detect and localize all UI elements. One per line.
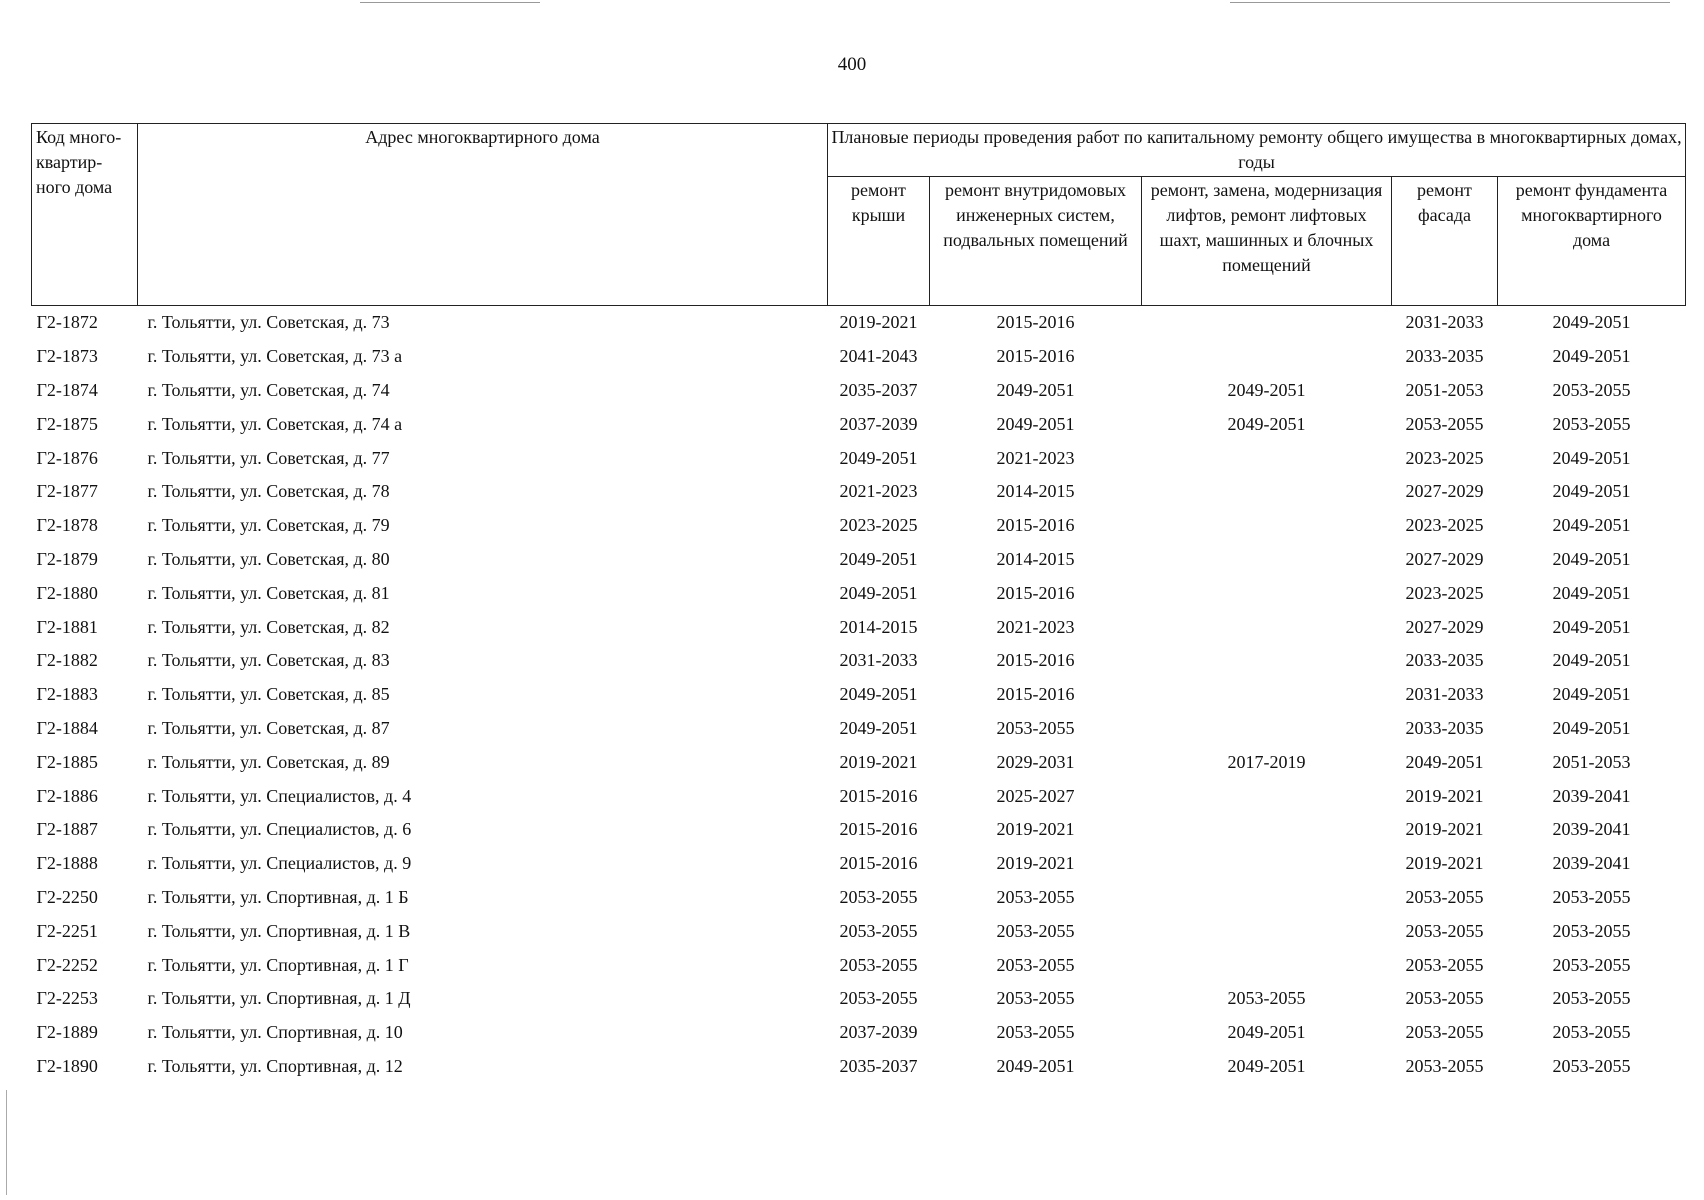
cell-address: г. Тольятти, ул. Советская, д. 79 [147,515,390,536]
cell-code: Г2-2251 [36,920,98,941]
cell-address: г. Тольятти, ул. Советская, д. 89 [147,751,390,772]
cell-roof: 2053-2055 [839,988,918,1009]
cell-engineering: 2019-2021 [996,819,1075,840]
cell-facade: 2027-2029 [1405,616,1484,637]
cell-facade: 2019-2021 [1405,785,1484,806]
cell-code: Г2-2253 [36,988,98,1009]
cell-engineering: 2053-2055 [996,717,1075,738]
table-row [32,644,1686,678]
header-elevators: ремонт, замена, модернизация лифтов, ремонт лифтовых шахт, машинных и блочных помещений [1142,177,1392,306]
cell-foundation: 2049-2051 [1552,717,1631,738]
cell-engineering: 2015-2016 [996,312,1075,333]
table-row [32,1016,1686,1050]
cell-elevators [1142,509,1392,543]
cell-elevators [1142,712,1392,746]
cell-roof: 2015-2016 [839,785,918,806]
cell-address: г. Тольятти, ул. Специалистов, д. 9 [147,853,412,874]
cell-roof: 2014-2015 [839,616,918,637]
cell-foundation: 2049-2051 [1552,684,1631,705]
cell-roof: 2049-2051 [839,447,918,468]
cell-engineering: 2053-2055 [996,886,1075,907]
cell-roof: 2019-2021 [839,312,918,333]
table-row [32,441,1686,475]
cell-roof: 2035-2037 [839,1055,918,1076]
header-address: Адрес многоквартирного дома [138,124,828,306]
cell-elevators [1142,576,1392,610]
cell-elevators [1142,475,1392,509]
cell-address: г. Тольятти, ул. Советская, д. 82 [147,616,390,637]
cell-facade: 2019-2021 [1405,819,1484,840]
cell-facade: 2033-2035 [1405,650,1484,671]
table-row [32,982,1686,1016]
cell-engineering: 2049-2051 [996,413,1075,434]
cell-foundation: 2053-2055 [1552,988,1631,1009]
table-row [32,610,1686,644]
cell-code: Г2-1887 [36,819,98,840]
cell-code: Г2-1884 [36,717,98,738]
cell-address: г. Тольятти, ул. Советская, д. 74 а [147,413,403,434]
cell-roof: 2049-2051 [839,548,918,569]
cell-facade: 2031-2033 [1405,312,1484,333]
cell-engineering: 2053-2055 [996,1022,1075,1043]
cell-facade: 2051-2053 [1405,379,1484,400]
cell-elevators [1142,678,1392,712]
cell-elevators [1142,340,1392,374]
cell-engineering: 2021-2023 [996,616,1075,637]
cell-roof: 2053-2055 [839,886,918,907]
cell-engineering: 2021-2023 [996,447,1075,468]
cell-engineering: 2015-2016 [996,684,1075,705]
cell-code: Г2-1881 [36,616,98,637]
scan-artifact [1230,2,1670,3]
page-number: 400 [837,54,867,75]
cell-address: г. Тольятти, ул. Советская, д. 74 [147,379,390,400]
cell-address: г. Тольятти, ул. Спортивная, д. 1 Д [147,988,411,1009]
cell-facade: 2053-2055 [1405,920,1484,941]
cell-foundation: 2049-2051 [1552,481,1631,502]
scan-artifact [6,1090,7,1195]
cell-code: Г2-1879 [36,548,98,569]
cell-foundation: 2053-2055 [1552,1022,1631,1043]
table-row [32,374,1686,408]
cell-roof: 2041-2043 [839,346,918,367]
cell-code: Г2-1882 [36,650,98,671]
table-row [32,475,1686,509]
table-row [32,847,1686,881]
cell-elevators [1142,847,1392,881]
cell-engineering: 2053-2055 [996,920,1075,941]
cell-elevators [1142,610,1392,644]
table-row [32,340,1686,374]
cell-foundation: 2039-2041 [1552,819,1631,840]
cell-engineering: 2053-2055 [996,954,1075,975]
table-row [32,948,1686,982]
cell-engineering: 2014-2015 [996,481,1075,502]
cell-facade: 2053-2055 [1405,1055,1484,1076]
cell-code: Г2-1889 [36,1022,98,1043]
cell-code: Г2-1880 [36,582,98,603]
table-row [32,576,1686,610]
cell-elevators: 2049-2051 [1227,1022,1306,1043]
cell-address: г. Тольятти, ул. Специалистов, д. 4 [147,785,412,806]
cell-foundation: 2053-2055 [1552,1055,1631,1076]
header-engineering: ремонт внутридомовых инженерных систем, подвальных помещений [930,177,1142,306]
cell-facade: 2027-2029 [1405,548,1484,569]
cell-address: г. Тольятти, ул. Советская, д. 80 [147,548,390,569]
cell-foundation: 2053-2055 [1552,954,1631,975]
cell-code: Г2-1886 [36,785,98,806]
cell-roof: 2053-2055 [839,920,918,941]
cell-roof: 2053-2055 [839,954,918,975]
cell-address: г. Тольятти, ул. Спортивная, д. 1 В [147,920,411,941]
cell-roof: 2037-2039 [839,1022,918,1043]
cell-foundation: 2049-2051 [1552,650,1631,671]
cell-facade: 2053-2055 [1405,988,1484,1009]
cell-roof: 2035-2037 [839,379,918,400]
cell-address: г. Тольятти, ул. Спортивная, д. 1 Б [147,886,409,907]
cell-elevators: 2017-2019 [1227,751,1306,772]
table-row [32,779,1686,813]
table-row [32,407,1686,441]
cell-facade: 2027-2029 [1405,481,1484,502]
cell-engineering: 2015-2016 [996,650,1075,671]
cell-address: г. Тольятти, ул. Спортивная, д. 12 [147,1055,403,1076]
cell-elevators [1142,779,1392,813]
cell-facade: 2031-2033 [1405,684,1484,705]
header-facade: ремонт фасада [1392,177,1498,306]
cell-code: Г2-1872 [36,312,98,333]
cell-roof: 2023-2025 [839,515,918,536]
cell-code: Г2-2252 [36,954,98,975]
cell-address: г. Тольятти, ул. Советская, д. 77 [147,447,390,468]
cell-roof: 2015-2016 [839,853,918,874]
table-body [32,306,1686,1084]
cell-elevators [1142,813,1392,847]
cell-facade: 2033-2035 [1405,346,1484,367]
cell-code: Г2-1888 [36,853,98,874]
table-row [32,813,1686,847]
cell-engineering: 2015-2016 [996,346,1075,367]
cell-engineering: 2015-2016 [996,582,1075,603]
cell-roof: 2049-2051 [839,582,918,603]
table-row [32,712,1686,746]
table-row [32,543,1686,577]
cell-engineering: 2014-2015 [996,548,1075,569]
cell-engineering: 2049-2051 [996,1055,1075,1076]
cell-roof: 2037-2039 [839,413,918,434]
cell-code: Г2-1878 [36,515,98,536]
cell-elevators [1142,306,1392,340]
cell-facade: 2023-2025 [1405,515,1484,536]
cell-roof: 2049-2051 [839,684,918,705]
cell-foundation: 2053-2055 [1552,886,1631,907]
cell-roof: 2019-2021 [839,751,918,772]
header-periods-group: Плановые периоды проведения работ по капитальному ремонту общего имущества в многоквартирных домах, годы [828,124,1686,177]
cell-roof: 2049-2051 [839,717,918,738]
cell-foundation: 2053-2055 [1552,920,1631,941]
cell-code: Г2-1874 [36,379,98,400]
cell-facade: 2023-2025 [1405,582,1484,603]
cell-foundation: 2049-2051 [1552,582,1631,603]
cell-elevators [1142,914,1392,948]
cell-roof: 2021-2023 [839,481,918,502]
table-row [32,1050,1686,1084]
cell-engineering: 2015-2016 [996,515,1075,536]
cell-foundation: 2039-2041 [1552,853,1631,874]
cell-engineering: 2029-2031 [996,751,1075,772]
cell-elevators [1142,948,1392,982]
cell-facade: 2053-2055 [1405,886,1484,907]
cell-facade: 2023-2025 [1405,447,1484,468]
cell-elevators [1142,441,1392,475]
cell-address: г. Тольятти, ул. Спортивная, д. 1 Г [147,954,409,975]
cell-foundation: 2053-2055 [1552,379,1631,400]
cell-engineering: 2025-2027 [996,785,1075,806]
table-row [32,509,1686,543]
cell-foundation: 2049-2051 [1552,346,1631,367]
cell-elevators: 2049-2051 [1227,379,1306,400]
cell-facade: 2019-2021 [1405,853,1484,874]
cell-code: Г2-1883 [36,684,98,705]
cell-code: Г2-1885 [36,751,98,772]
cell-code: Г2-1876 [36,447,98,468]
table-row [32,306,1686,340]
cell-facade: 2053-2055 [1405,954,1484,975]
cell-elevators: 2049-2051 [1227,413,1306,434]
table-row [32,745,1686,779]
header-foundation: ремонт фундамента многоквартирного дома [1498,177,1686,306]
cell-code: Г2-1875 [36,413,98,434]
header-code: Код много-квартир-ного дома [32,124,138,306]
cell-foundation: 2049-2051 [1552,548,1631,569]
table-row [32,881,1686,915]
cell-foundation: 2039-2041 [1552,785,1631,806]
cell-engineering: 2049-2051 [996,379,1075,400]
cell-address: г. Тольятти, ул. Советская, д. 73 [147,312,390,333]
cell-code: Г2-1873 [36,346,98,367]
cell-address: г. Тольятти, ул. Советская, д. 73 а [147,346,403,367]
cell-address: г. Тольятти, ул. Советская, д. 87 [147,717,390,738]
cell-code: Г2-1890 [36,1055,98,1076]
cell-facade: 2033-2035 [1405,717,1484,738]
cell-foundation: 2049-2051 [1552,447,1631,468]
cell-engineering: 2053-2055 [996,988,1075,1009]
cell-code: Г2-2250 [36,886,98,907]
cell-elevators [1142,881,1392,915]
cell-address: г. Тольятти, ул. Советская, д. 85 [147,684,390,705]
cell-code: Г2-1877 [36,481,98,502]
header-roof: ремонт крыши [828,177,930,306]
cell-facade: 2053-2055 [1405,1022,1484,1043]
cell-engineering: 2019-2021 [996,853,1075,874]
cell-facade: 2049-2051 [1405,751,1484,772]
cell-address: г. Тольятти, ул. Советская, д. 78 [147,481,390,502]
cell-address: г. Тольятти, ул. Специалистов, д. 6 [147,819,412,840]
cell-address: г. Тольятти, ул. Спортивная, д. 10 [147,1022,403,1043]
cell-foundation: 2053-2055 [1552,413,1631,434]
cell-address: г. Тольятти, ул. Советская, д. 81 [147,582,390,603]
table-row [32,914,1686,948]
cell-foundation: 2049-2051 [1552,515,1631,536]
cell-elevators [1142,543,1392,577]
cell-elevators: 2049-2051 [1227,1055,1306,1076]
cell-facade: 2053-2055 [1405,413,1484,434]
cell-foundation: 2049-2051 [1552,616,1631,637]
cell-address: г. Тольятти, ул. Советская, д. 83 [147,650,390,671]
cell-roof: 2031-2033 [839,650,918,671]
cell-foundation: 2049-2051 [1552,312,1631,333]
cell-elevators: 2053-2055 [1227,988,1306,1009]
cell-elevators [1142,644,1392,678]
cell-roof: 2015-2016 [839,819,918,840]
cell-foundation: 2051-2053 [1552,751,1631,772]
scan-artifact [360,2,540,3]
repair-schedule-table [31,123,1686,1083]
table-row [32,678,1686,712]
